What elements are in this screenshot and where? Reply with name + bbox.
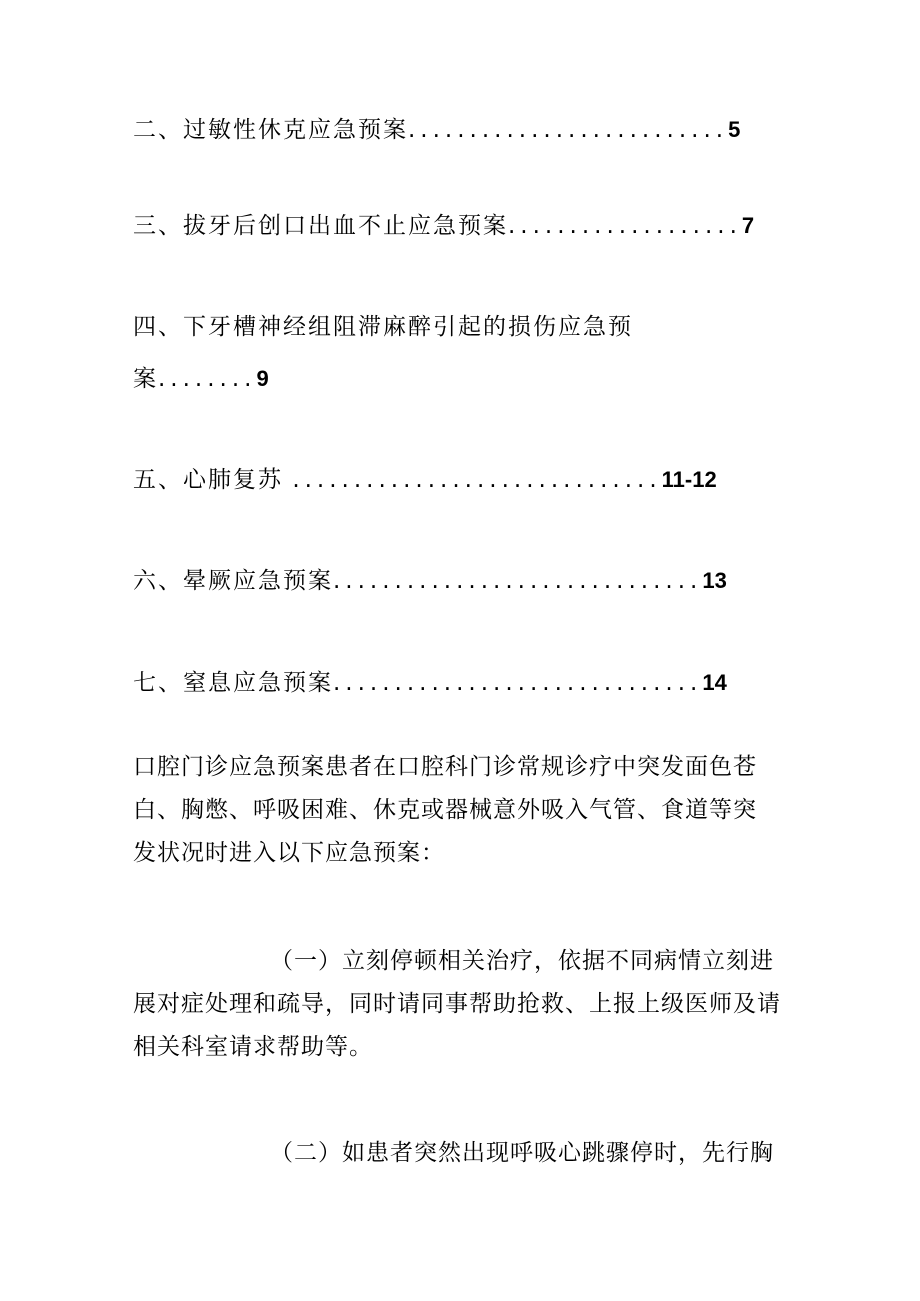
toc-entry-4-line1	[133, 312, 633, 342]
step-one-paragraph	[133, 940, 781, 1069]
toc-page-number: 7	[741, 213, 755, 238]
toc-entry-5	[133, 465, 717, 495]
step-one-line: 相关科室请求帮助等。	[133, 1034, 373, 1060]
toc-page-number: 13	[702, 568, 727, 593]
toc-title: 六、晕厥应急预案	[133, 568, 333, 594]
toc-page-number: 5	[728, 117, 741, 142]
toc-entry-7	[133, 668, 727, 698]
toc-page-number: 9	[256, 366, 269, 391]
toc-title: 七、窒息应急预案	[133, 670, 333, 696]
toc-dots: ..........................	[408, 117, 729, 143]
toc-title: 二、过敏性休克应急预案	[133, 117, 408, 143]
toc-dots: ........	[158, 366, 257, 392]
intro-line: 发状况时进入以下应急预案：	[133, 840, 445, 866]
toc-title: 案	[133, 366, 158, 392]
step-one-line: （一）立刻停顿相关治疗，依据不同病情立刻进	[270, 948, 774, 974]
toc-entry-6	[133, 566, 727, 596]
step-one-line: 展对症处理和疏导，同时请同事帮助抢救、上报上级医师及请	[133, 991, 781, 1017]
intro-line: 白、胸憋、呼吸困难、休克或器械意外吸入气管、食道等突	[133, 797, 757, 823]
toc-title: 五、心肺复苏	[133, 467, 293, 493]
toc-title: 四、下牙槽神经组阻滞麻醉引起的损伤应急预	[133, 314, 633, 340]
intro-paragraph	[133, 746, 757, 875]
toc-entry-3	[133, 211, 754, 241]
toc-entry-4-line2	[133, 364, 269, 394]
toc-page-number: 11-12	[661, 467, 717, 492]
toc-title: 三、拔牙后创口出血不止应急预案	[133, 213, 508, 239]
step-two-paragraph	[133, 1132, 774, 1175]
toc-dots: ..............................	[292, 467, 662, 493]
toc-dots: ...................	[508, 213, 742, 239]
toc-dots: ..............................	[333, 568, 703, 594]
toc-dots: ..............................	[333, 670, 703, 696]
toc-page-number: 14	[702, 670, 727, 695]
intro-line: 口腔门诊应急预案患者在口腔科门诊常规诊疗中突发面色苍	[133, 754, 757, 780]
toc-entry-2	[133, 115, 740, 145]
step-two-line: （二）如患者突然出现呼吸心跳骤停时，先行胸	[270, 1140, 774, 1166]
